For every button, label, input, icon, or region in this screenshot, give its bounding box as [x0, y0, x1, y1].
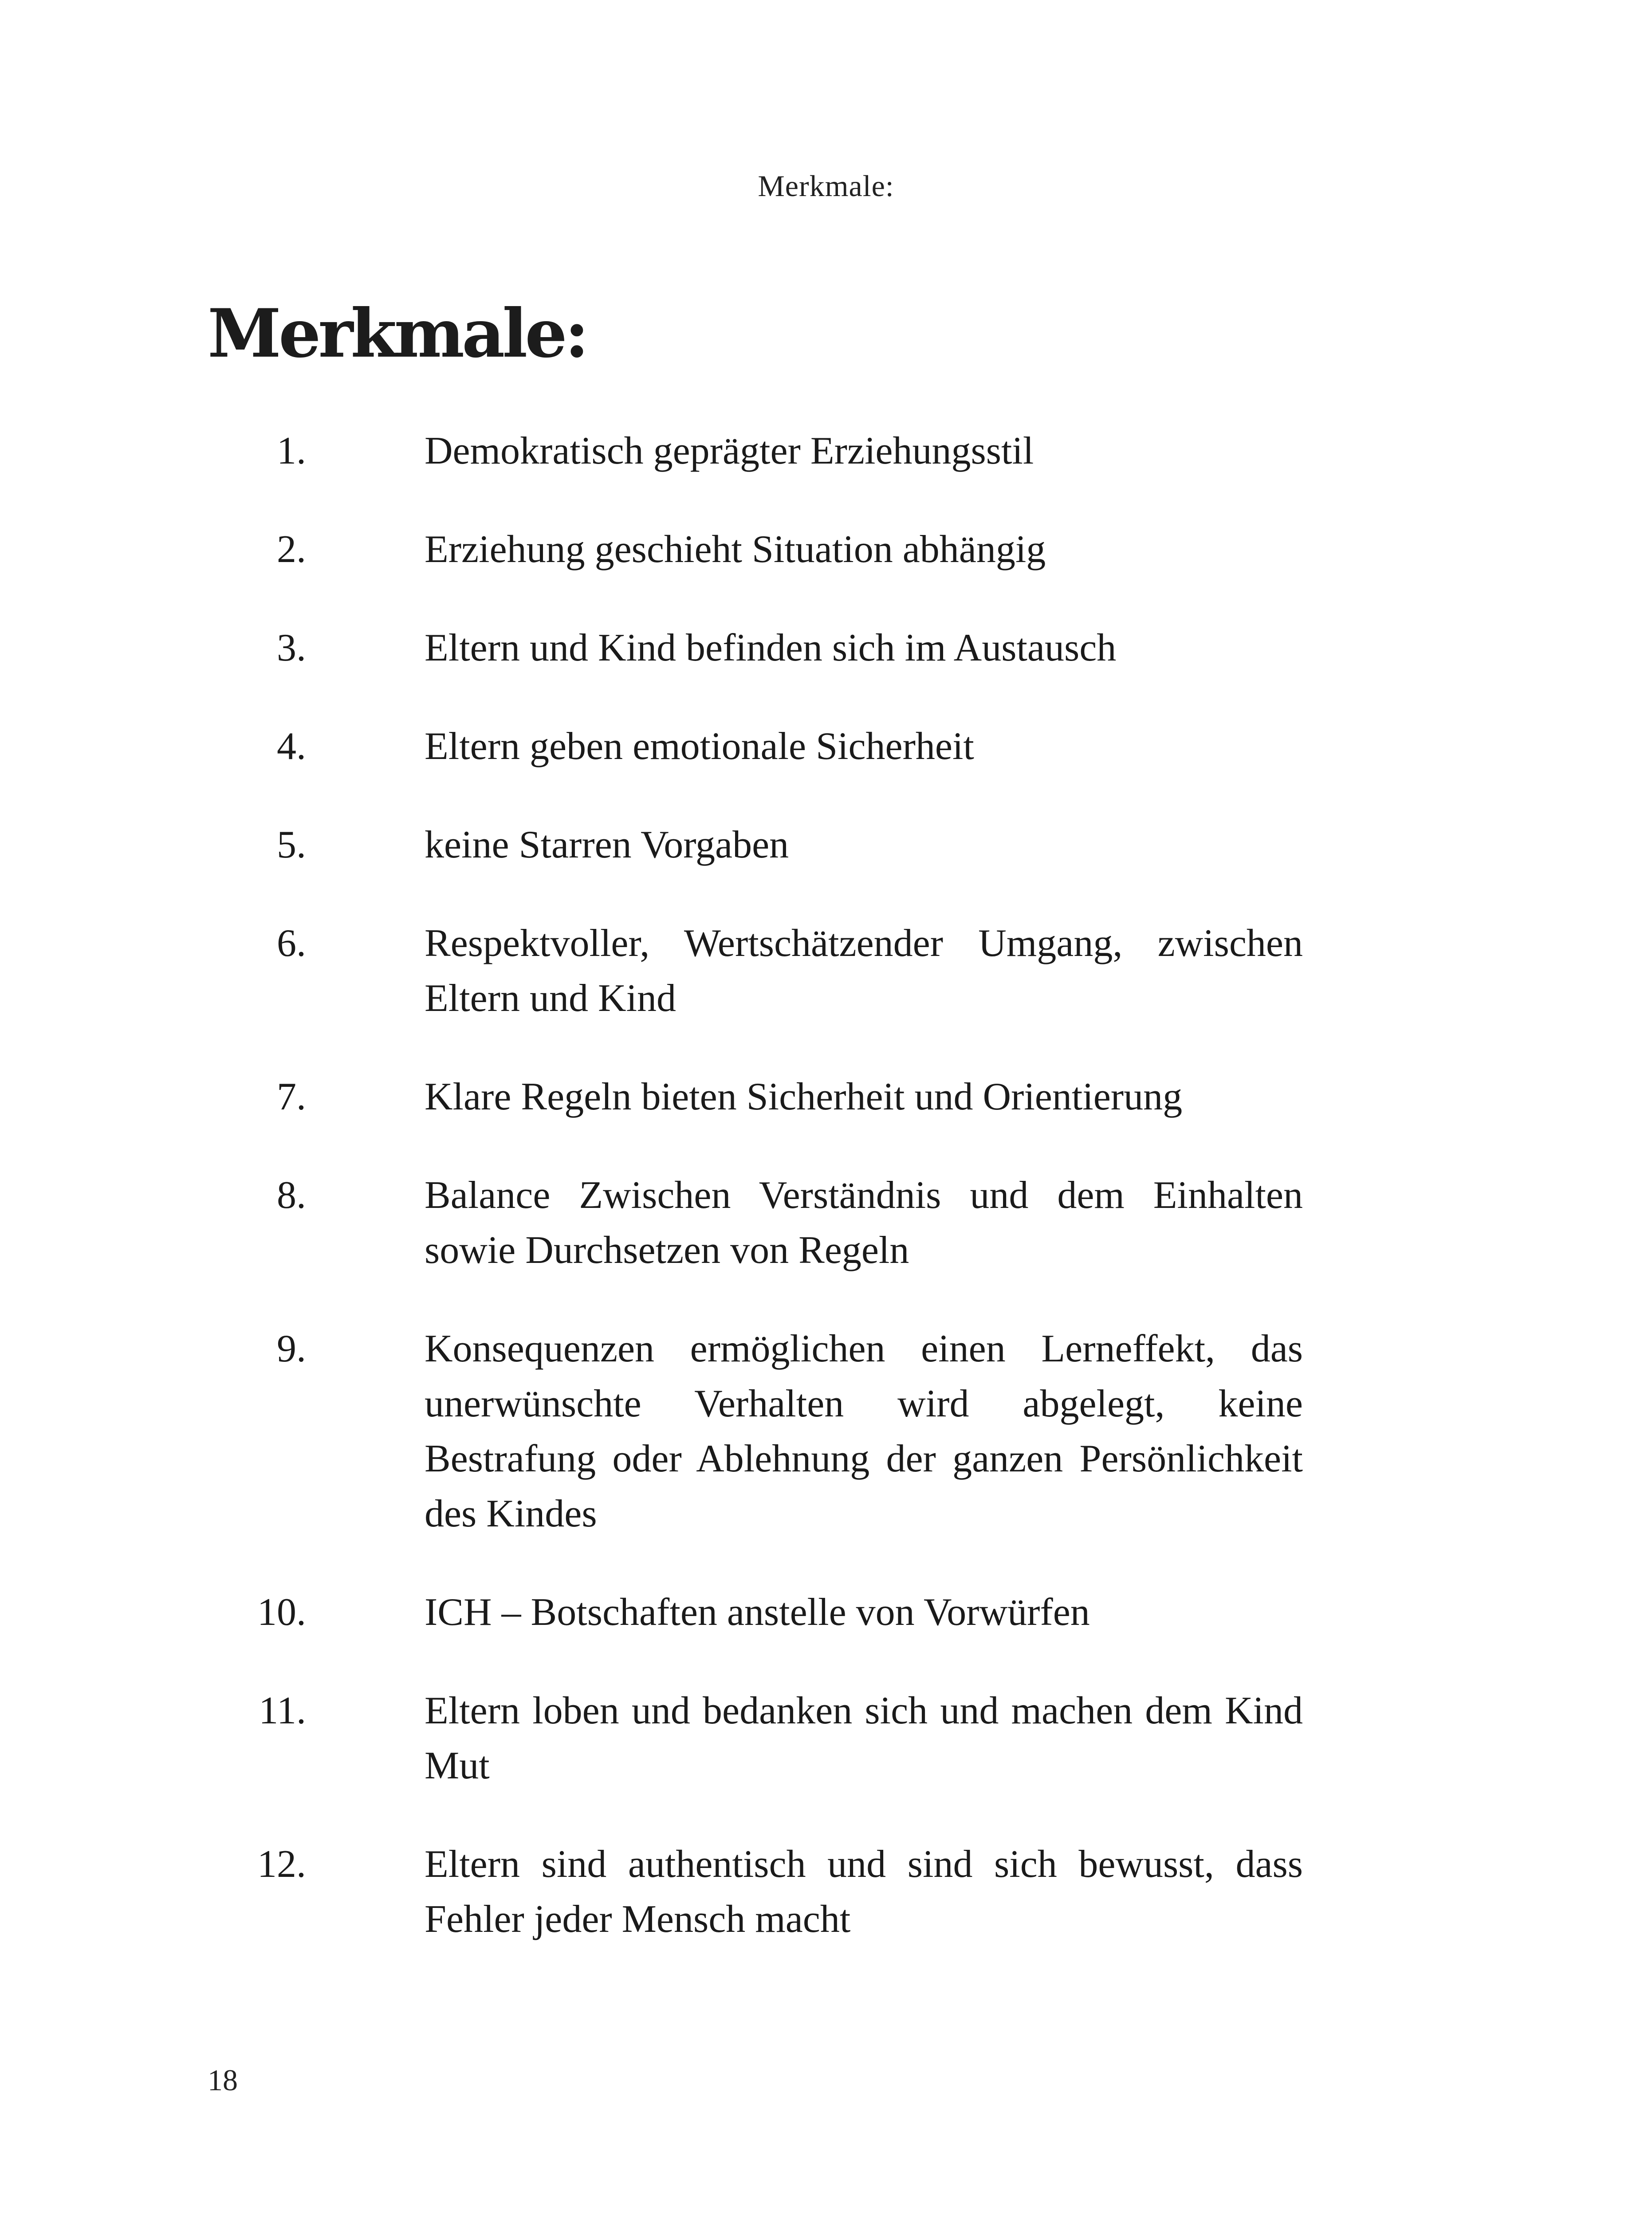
list-item [208, 522, 1304, 577]
item-text: Klare Regeln bieten Sicherheit und Orientierung [425, 1075, 1183, 1118]
item-text: Eltern loben und bedanken sich und machen dem Kind Mut [425, 1689, 1303, 1787]
item-text: Demokratisch geprägter Erziehungsstil [425, 429, 1034, 472]
item-number: 6. [277, 922, 306, 965]
list-item [208, 719, 1304, 774]
list-item [208, 1168, 1304, 1278]
item-number: 10. [257, 1591, 306, 1634]
item-number: 12. [257, 1843, 306, 1886]
list-item [208, 1321, 1304, 1542]
item-text: Eltern und Kind befinden sich im Austausch [425, 626, 1117, 669]
item-text: Eltern geben emotionale Sicherheit [425, 725, 974, 768]
item-text: Balance Zwischen Verständnis und dem Einhalten sowie Durchsetzen von Regeln [425, 1174, 1303, 1272]
item-number: 5. [277, 823, 306, 866]
item-number: 4. [277, 725, 306, 768]
item-text: Konsequenzen ermöglichen einen Lerneffekt, das unerwünschte Verhalten wird abgelegt, keine Bestrafung oder Ablehnung der ganzen Persönlichkeit des Kindes [425, 1327, 1303, 1535]
list-item [208, 424, 1304, 479]
characteristics-list [208, 424, 1304, 1990]
list-item [208, 916, 1304, 1026]
item-text: keine Starren Vorgaben [425, 823, 789, 866]
page-title: Merkmale: [208, 295, 587, 373]
item-text: Respektvoller, Wertschätzender Umgang, zwischen Eltern und Kind [425, 922, 1303, 1020]
list-item [208, 1585, 1304, 1640]
list-item [208, 1070, 1304, 1125]
running-header: Merkmale: [758, 169, 894, 203]
item-number: 8. [277, 1174, 306, 1217]
list-item [208, 1683, 1304, 1793]
item-text: ICH – Botschaften anstelle von Vorwürfen [425, 1591, 1090, 1634]
item-text: Erziehung geschieht Situation abhängig [425, 528, 1046, 571]
page-number: 18 [208, 2063, 238, 2097]
item-number: 3. [277, 626, 306, 669]
list-item [208, 818, 1304, 873]
item-number: 1. [277, 429, 306, 472]
item-number: 7. [277, 1075, 306, 1118]
item-number: 2. [277, 528, 306, 571]
list-item [208, 1837, 1304, 1947]
item-number: 9. [277, 1327, 306, 1370]
item-text: Eltern sind authentisch und sind sich bewusst, dass Fehler jeder Mensch macht [425, 1843, 1303, 1941]
list-item [208, 621, 1304, 676]
item-number: 11. [259, 1689, 306, 1732]
